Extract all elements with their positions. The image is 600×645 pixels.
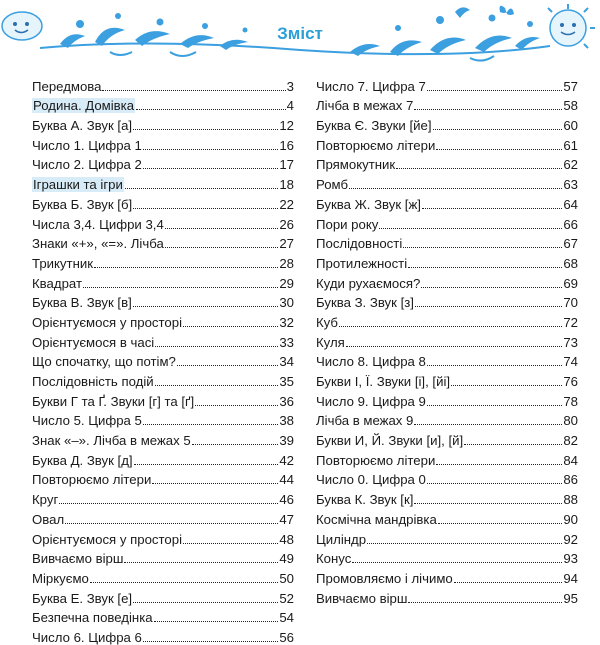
toc-entry-page: 62	[563, 157, 578, 173]
toc-entry-title: Вивчаємо вірш	[32, 551, 124, 567]
dot-leader	[143, 168, 278, 169]
toc-entry-page: 42	[279, 452, 294, 468]
toc-entry[interactable]	[316, 172, 578, 192]
toc-entry[interactable]	[32, 586, 294, 606]
dot-leader	[346, 346, 563, 347]
dot-leader	[134, 464, 279, 465]
dot-leader	[408, 267, 562, 268]
toc-entry-page: 92	[563, 531, 578, 547]
toc-entry-page: 38	[279, 413, 294, 429]
toc-entry-title: Передмова	[32, 78, 102, 94]
toc-entry-title: Букви Г та Ґ. Звуки [г] та [ґ]	[32, 393, 195, 409]
dot-leader	[403, 247, 562, 248]
toc-entry-title: Ромб	[316, 177, 349, 193]
toc-entry-title: Послідовність подій	[32, 374, 154, 389]
toc-entry-title: Овал	[32, 511, 65, 527]
toc-entry-page: 34	[279, 354, 294, 370]
toc-entry-page: 48	[279, 531, 294, 547]
toc-entry[interactable]	[32, 389, 294, 409]
toc-entry[interactable]	[32, 606, 294, 626]
toc-entry[interactable]	[316, 487, 578, 507]
toc-entry-title: Що спочатку, що потім?	[32, 354, 176, 370]
dot-leader	[59, 503, 278, 504]
dot-leader	[124, 562, 278, 563]
toc-entry[interactable]	[316, 133, 578, 153]
toc-entry-page: 63	[563, 177, 578, 193]
dot-leader	[396, 168, 562, 169]
dot-leader	[436, 464, 562, 465]
dot-leader	[408, 602, 562, 603]
dot-leader	[165, 228, 279, 229]
dot-leader	[414, 503, 562, 504]
toc-entry-page: 84	[563, 452, 578, 468]
toc-entry[interactable]	[32, 468, 294, 488]
toc-entry-page: 17	[279, 157, 294, 173]
dot-leader	[133, 306, 279, 307]
toc-entry-title: Знак «–». Лічба в межах 5	[32, 433, 191, 449]
toc-entry-title: Квадрат	[32, 275, 82, 291]
toc-entry[interactable]	[316, 192, 578, 212]
toc-entry-page: 76	[563, 374, 578, 389]
toc-entry[interactable]	[316, 212, 578, 232]
dot-leader	[133, 602, 278, 603]
toc-entry[interactable]	[316, 251, 578, 271]
toc-entry-title: Іграшки та ігри	[33, 177, 123, 193]
toc-entry[interactable]	[32, 251, 294, 271]
toc-entry-page: 30	[279, 295, 294, 311]
toc-entry[interactable]	[32, 566, 294, 586]
toc-entry-page: 27	[279, 236, 294, 252]
toc-entry[interactable]	[316, 232, 578, 252]
dot-leader	[165, 247, 279, 248]
toc-entry[interactable]	[32, 232, 294, 252]
dot-leader	[427, 405, 562, 406]
toc-entry-page: 32	[279, 314, 294, 330]
dot-leader	[433, 129, 563, 130]
dot-leader	[90, 582, 278, 583]
dot-leader	[339, 326, 562, 327]
toc-entry-title: Повторюємо літери	[316, 137, 436, 153]
dot-leader	[464, 444, 562, 445]
toc-entry-title: Круг	[32, 492, 59, 508]
toc-entry-title: Циліндр	[316, 531, 367, 547]
toc-entry-page: 29	[279, 275, 294, 291]
toc-entry-page: 60	[563, 118, 578, 134]
toc-entry-title: Повторюємо літери	[32, 472, 152, 488]
toc-entry-page: 22	[279, 196, 294, 212]
toc-column-left	[32, 74, 294, 645]
toc-entry-title: Число 0. Цифра 0	[316, 472, 426, 488]
toc-entry-page: 36	[279, 393, 294, 409]
toc-entry-page: 26	[279, 216, 294, 232]
toc-column-right	[316, 74, 578, 606]
dot-leader	[451, 385, 562, 386]
toc-entry-title: Число 5. Цифра 5	[32, 413, 142, 429]
toc-entry-page: 12	[279, 118, 294, 134]
toc-entry-page: 64	[563, 196, 578, 212]
toc-entry-page: 33	[279, 334, 294, 350]
toc-entry[interactable]	[32, 625, 294, 645]
dot-leader	[94, 267, 278, 268]
toc-entry-page: 78	[563, 393, 578, 409]
dot-leader	[414, 424, 562, 425]
toc-entry[interactable]	[32, 192, 294, 212]
toc-entry[interactable]	[316, 113, 578, 133]
toc-entry-title: Букви И, Й. Звуки [и], [й]	[316, 433, 464, 449]
toc-entry-page: 73	[563, 334, 578, 350]
toc-entry[interactable]	[32, 133, 294, 153]
toc-entry-title: Міркуємо	[32, 570, 89, 586]
toc-entry-title: Буква Е. Звук [е]	[32, 590, 133, 606]
toc-entry-title: Число 8. Цифра 8	[316, 354, 426, 370]
dot-leader	[143, 149, 278, 150]
toc-entry-page: 3	[286, 78, 294, 94]
toc-entry-page: 74	[563, 354, 578, 370]
toc-entry-page: 52	[279, 590, 294, 606]
dot-leader	[436, 149, 562, 150]
dot-leader	[454, 582, 563, 583]
toc-entry[interactable]	[32, 172, 294, 192]
dot-leader	[422, 208, 562, 209]
header-decoration	[0, 0, 600, 68]
toc-entry[interactable]	[32, 547, 294, 567]
toc-entry[interactable]	[316, 74, 578, 94]
page-title: Зміст	[277, 24, 323, 43]
toc-entry-page: 93	[563, 551, 578, 567]
dot-leader	[438, 523, 563, 524]
dot-leader	[177, 365, 278, 366]
dot-leader	[152, 483, 278, 484]
toc-entry-page: 72	[563, 314, 578, 330]
toc-entry-page: 94	[563, 570, 578, 586]
toc-entry[interactable]	[32, 113, 294, 133]
dot-leader	[155, 346, 278, 347]
dot-leader	[427, 365, 562, 366]
toc-entry-page: 67	[563, 236, 578, 252]
toc-entry-title: Куди рухаємося?	[316, 275, 421, 291]
toc-entry-title: Послідовності	[316, 236, 403, 252]
toc-entry-page: 39	[279, 433, 294, 449]
toc-entry-title: Безпечна поведінка	[32, 610, 153, 626]
toc-entry-page: 54	[279, 610, 294, 626]
toc-entry-title: Протилежності	[316, 255, 408, 271]
toc-entry[interactable]	[316, 310, 578, 330]
toc-entry[interactable]	[316, 409, 578, 429]
toc-entry-title: Буква З. Звук [з]	[316, 295, 414, 311]
dot-leader	[133, 208, 278, 209]
toc-entry-title: Лічба в межах 7	[316, 98, 414, 114]
toc-entry-page: 69	[563, 275, 578, 291]
toc-entry-title: Число 2. Цифра 2	[32, 157, 142, 173]
toc-entry-title: Буква Б. Звук [б]	[32, 196, 133, 212]
toc-entry[interactable]	[32, 310, 294, 330]
dot-leader	[133, 129, 278, 130]
dot-leader	[183, 326, 278, 327]
dot-leader	[421, 287, 562, 288]
toc-entry[interactable]	[316, 527, 578, 547]
toc-entry[interactable]	[316, 330, 578, 350]
toc-entry[interactable]	[32, 330, 294, 350]
toc-entry-title: Повторюємо літери	[316, 452, 436, 468]
toc-entry-page: 88	[563, 492, 578, 508]
toc-entry-page: 61	[563, 137, 578, 153]
toc-entry[interactable]	[316, 271, 578, 291]
toc-entry-title: Число 9. Цифра 9	[316, 393, 426, 409]
dot-leader	[427, 483, 562, 484]
dot-leader	[154, 621, 279, 622]
dot-leader	[427, 90, 562, 91]
toc-entry-title: Число 7. Цифра 7	[316, 78, 426, 94]
toc-entry-title: Буква Ж. Звук [ж]	[316, 196, 421, 212]
dot-leader	[415, 306, 562, 307]
toc-entry-title: Знаки «+», «=». Лічба	[32, 236, 164, 252]
toc-entry-page: 57	[563, 78, 578, 94]
toc-entry-title: Конус	[316, 551, 352, 567]
toc-entry[interactable]	[316, 94, 578, 114]
toc-entry-title: Прямокутник	[316, 157, 396, 173]
toc-entry[interactable]	[316, 586, 578, 606]
dot-leader	[379, 228, 562, 229]
dot-leader	[125, 188, 278, 189]
toc-entry-page: 95	[563, 590, 578, 606]
toc-entry-title: Орієнтуємося у просторі	[32, 531, 182, 547]
toc-entry-title: Родина. Домівка	[33, 98, 135, 114]
dot-leader	[349, 188, 562, 189]
toc-entry-title: Куб	[316, 314, 338, 330]
toc-entry-page: 50	[279, 570, 294, 586]
toc-entry[interactable]	[32, 271, 294, 291]
toc-entry[interactable]	[32, 428, 294, 448]
toc-entry-title: Космічна мандрівка	[316, 511, 437, 527]
toc-entry-page: 49	[279, 551, 294, 567]
toc-entry-page: 44	[279, 472, 294, 488]
toc-entry-title: Буква В. Звук [в]	[32, 295, 132, 311]
toc-entry-page: 16	[279, 137, 294, 153]
toc-entry-page: 82	[563, 433, 578, 449]
toc-entry[interactable]	[316, 507, 578, 527]
toc-entry-title: Трикутник	[32, 255, 93, 271]
toc-entry-title: Буква Д. Звук [д]	[32, 452, 133, 468]
toc-entry[interactable]	[32, 212, 294, 232]
toc-entry-title: Буква А. Звук [а]	[32, 118, 133, 134]
toc-entry-page: 35	[279, 374, 294, 389]
toc-entry[interactable]	[316, 448, 578, 468]
toc-entry-page: 58	[563, 98, 578, 114]
toc-entry-title: Орієнтуємося в часі	[32, 334, 155, 350]
dot-leader	[143, 424, 278, 425]
toc-entry[interactable]	[316, 428, 578, 448]
toc-entry-page: 28	[279, 255, 294, 271]
toc-entry[interactable]	[32, 527, 294, 547]
toc-entry-title: Букви І, Ї. Звуки [і], [йі]	[316, 374, 451, 389]
toc-entry[interactable]	[32, 369, 294, 389]
toc-entry[interactable]	[32, 153, 294, 173]
toc-entry-title: Вивчаємо вірш	[316, 590, 408, 606]
dot-leader	[65, 523, 278, 524]
dot-leader	[352, 562, 562, 563]
toc-entry-page: 70	[563, 295, 578, 311]
toc-entry-page: 66	[563, 216, 578, 232]
dot-leader	[102, 90, 285, 91]
toc-entry-page: 90	[563, 511, 578, 527]
toc-entry-title: Число 6. Цифра 6	[32, 629, 142, 645]
toc-entry[interactable]	[316, 153, 578, 173]
dot-leader	[414, 109, 562, 110]
toc-entry-title: Промовляємо і лічимо	[316, 570, 453, 586]
toc-entry[interactable]	[316, 369, 578, 389]
toc-entry[interactable]	[316, 350, 578, 370]
toc-entry-title: Пори року	[316, 216, 379, 232]
toc-entry-title: Числа 3,4. Цифри 3,4	[32, 216, 164, 232]
toc-entry-page: 56	[279, 629, 294, 645]
dot-leader	[136, 109, 286, 110]
toc-entry[interactable]	[316, 547, 578, 567]
toc-entry[interactable]	[32, 350, 294, 370]
dot-leader	[183, 543, 278, 544]
toc-entry[interactable]	[316, 291, 578, 311]
toc-entry[interactable]	[32, 74, 294, 94]
toc-entry[interactable]	[316, 566, 578, 586]
toc-entry-page: 46	[279, 492, 294, 508]
toc-entry-title: Число 1. Цифра 1	[32, 137, 142, 153]
toc-entry[interactable]	[32, 487, 294, 507]
toc-entry-page: 47	[279, 511, 294, 527]
toc-entry-page: 4	[286, 98, 294, 114]
toc-entry[interactable]	[32, 291, 294, 311]
dot-leader	[83, 287, 278, 288]
toc-entry-page: 86	[563, 472, 578, 488]
dot-leader	[143, 641, 278, 642]
toc-entry-page: 80	[563, 413, 578, 429]
toc-entry-title: Орієнтуємося у просторі	[32, 314, 182, 330]
dot-leader	[195, 405, 278, 406]
toc-entry[interactable]	[316, 468, 578, 488]
toc-entry-page: 68	[563, 255, 578, 271]
dot-leader	[367, 543, 562, 544]
toc-entry-page: 18	[279, 177, 294, 193]
toc-entry-title: Буква Є. Звуки [йе]	[316, 118, 432, 134]
dot-leader	[155, 385, 279, 386]
toc-entry-title: Куля	[316, 334, 345, 350]
toc-entry[interactable]	[316, 389, 578, 409]
toc-entry-title: Буква К. Звук [к]	[316, 492, 414, 508]
toc-entry[interactable]	[32, 448, 294, 468]
toc-entry[interactable]	[32, 94, 294, 114]
toc-entry-title: Лічба в межах 9	[316, 413, 414, 429]
dot-leader	[192, 444, 279, 445]
toc-entry[interactable]	[32, 409, 294, 429]
toc-entry[interactable]	[32, 507, 294, 527]
